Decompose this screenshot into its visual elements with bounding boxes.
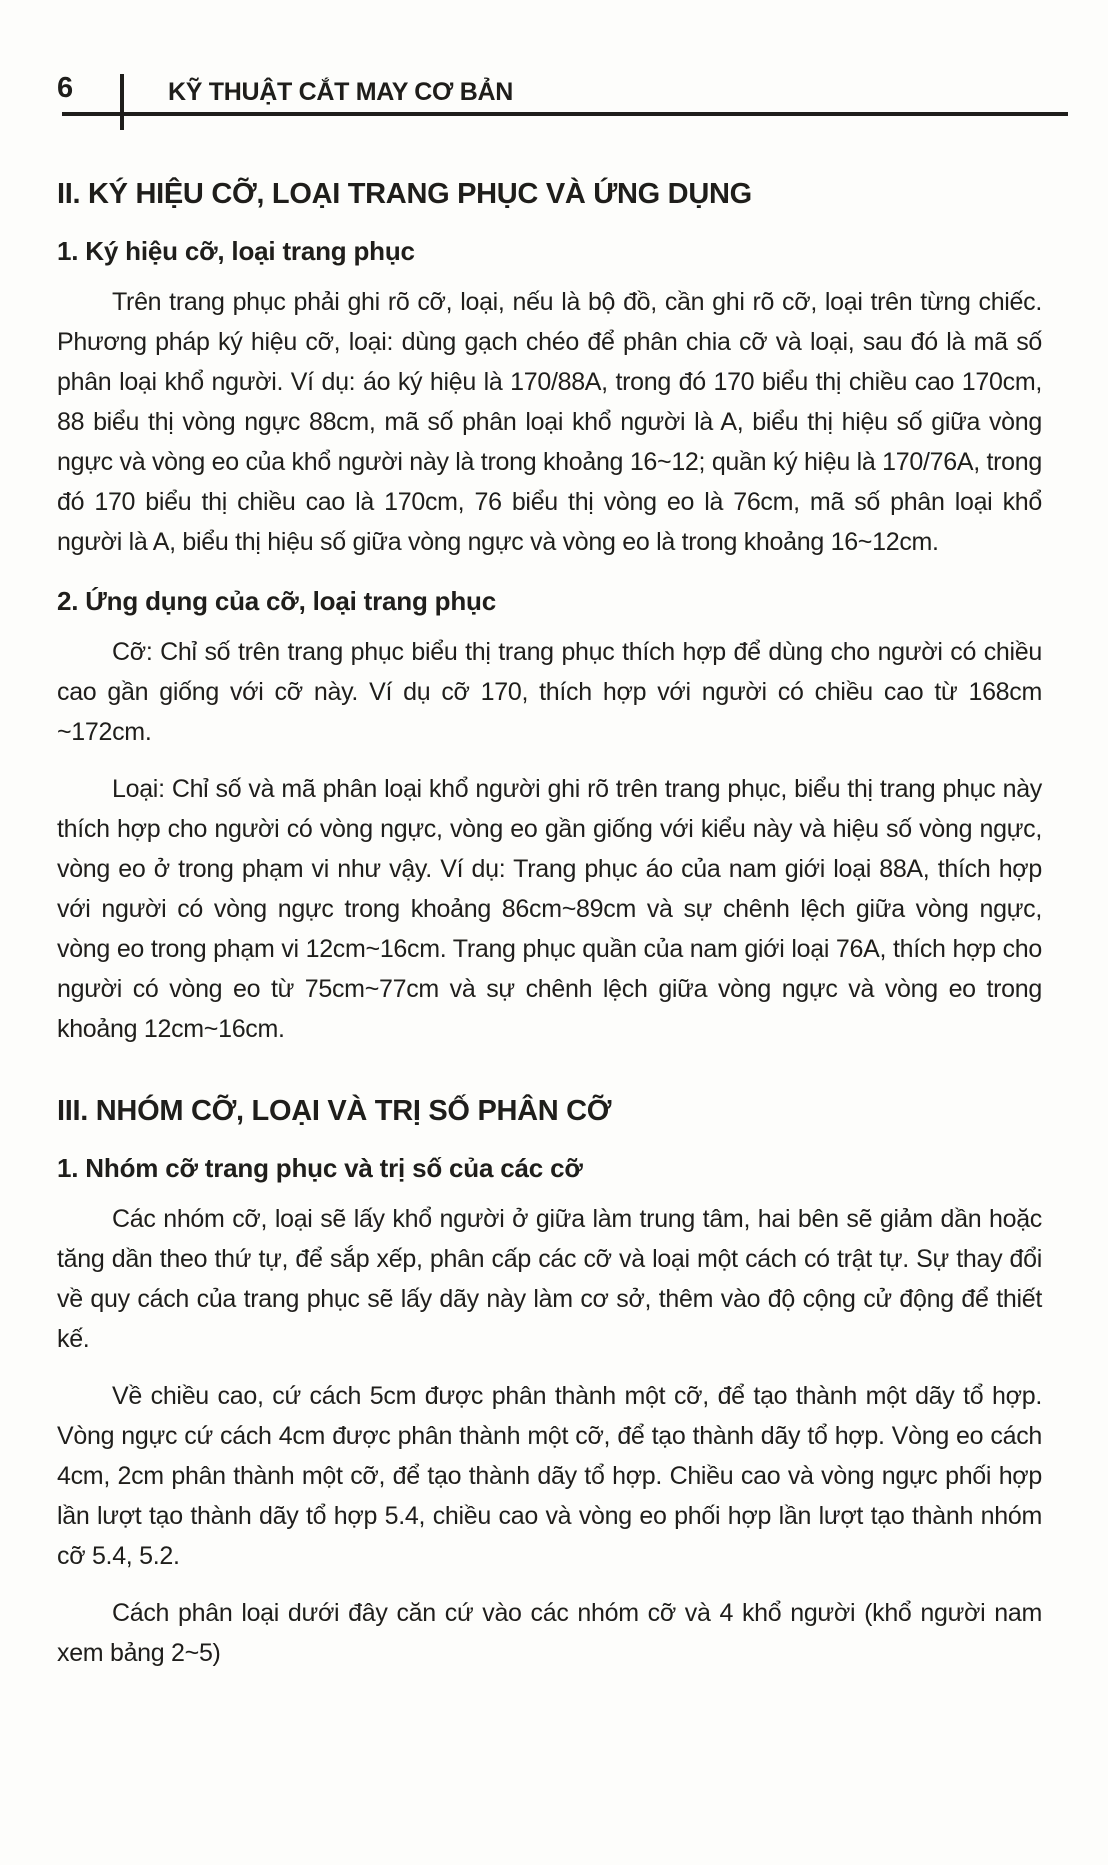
paragraph: Các nhóm cỡ, loại sẽ lấy khổ người ở giữa làm trung tâm, hai bên sẽ giảm dần hoặc tăng dần theo thứ tự, để sắp xếp, phân cấp các cỡ và loại một cách có trật tự. Sự thay đổi về quy cách của trang phục sẽ lấy dãy này làm cơ sở, thêm vào độ cộng cử động để thiết kế. — [57, 1205, 1042, 1353]
paragraph: Về chiều cao, cứ cách 5cm được phân thành một cỡ, để tạo thành một dãy tổ hợp. Vòng ngực cứ cách 4cm được phân thành một cỡ, để tạo thành dãy tổ hợp. Vòng eo cách 4cm, 2cm phân thành một cỡ, để tạo thành dãy tổ hợp. Chiều cao và vòng ngực phối hợp lần lượt tạo thành dãy tổ hợp 5.4, chiều cao và vòng eo phối hợp lần lượt tạo thành nhóm cỡ 5.4, 5.2. — [57, 1382, 1042, 1570]
page-content — [57, 116, 1042, 1673]
running-title: KỸ THUẬT CẮT MAY CƠ BẢN — [168, 78, 513, 106]
section-heading-ii: II. KÝ HIỆU CỠ, LOẠI TRANG PHỤC VÀ ỨNG DỤNG — [57, 178, 752, 210]
paragraph: Cỡ: Chỉ số trên trang phục biểu thị trang phục thích hợp để dùng cho người có chiều cao gần giống với cỡ này. Ví dụ cỡ 170, thích hợp với người có chiều cao từ 168cm ~172cm. — [57, 638, 1042, 746]
subsection-heading-iii-1: 1. Nhóm cỡ trang phục và trị số của các cỡ — [57, 1153, 583, 1183]
page-number: 6 — [57, 72, 74, 104]
running-header — [0, 0, 1108, 120]
paragraph: Cách phân loại dưới đây căn cứ vào các nhóm cỡ và 4 khổ người (khổ người nam xem bảng 2~5) — [57, 1599, 1042, 1667]
paragraph: Loại: Chỉ số và mã phân loại khổ người ghi rõ trên trang phục, biểu thị trang phục này thích hợp cho người có vòng ngực, vòng eo gần giống với kiểu này và hiệu số vòng ngực, vòng eo ở trong phạm vi như vậy. Ví dụ: Trang phục áo của nam giới loại 88A, thích hợp với người có vòng ngực trong khoảng 86cm~89cm và sự chênh lệch giữa vòng ngực, vòng eo trong phạm vi 12cm~16cm. Trang phục quần của nam giới loại 76A, thích hợp cho người có vòng eo từ 75cm~77cm và sự chênh lệch giữa vòng ngực và vòng eo trong khoảng 12cm~16cm. — [57, 775, 1042, 1043]
paragraph: Trên trang phục phải ghi rõ cỡ, loại, nếu là bộ đồ, cần ghi rõ cỡ, loại trên từng chiếc. Phương pháp ký hiệu cỡ, loại: dùng gạch chéo để phân chia cỡ và loại, sau đó là mã số phân loại khổ người. Ví dụ: áo ký hiệu là 170/88A, trong đó 170 biểu thị chiều cao 170cm, 88 biểu thị vòng ngực 88cm, mã số phân loại khổ người là A, biểu thị hiệu số giữa vòng ngực và vòng eo của khổ người này là trong khoảng 16~12; quần ký hiệu là 170/76A, trong đó 170 biểu thị chiều cao là 170cm, 76 biểu thị vòng eo là 76cm, mã số phân loại khổ người là A, biểu thị hiệu số giữa vòng ngực và vòng eo là trong khoảng 16~12cm. — [57, 288, 1042, 556]
subsection-heading-ii-1: 1. Ký hiệu cỡ, loại trang phục — [57, 236, 415, 266]
subsection-heading-ii-2: 2. Ứng dụng của cỡ, loại trang phục — [57, 586, 496, 616]
section-heading-iii: III. NHÓM CỠ, LOẠI VÀ TRỊ SỐ PHÂN CỠ — [57, 1095, 612, 1127]
